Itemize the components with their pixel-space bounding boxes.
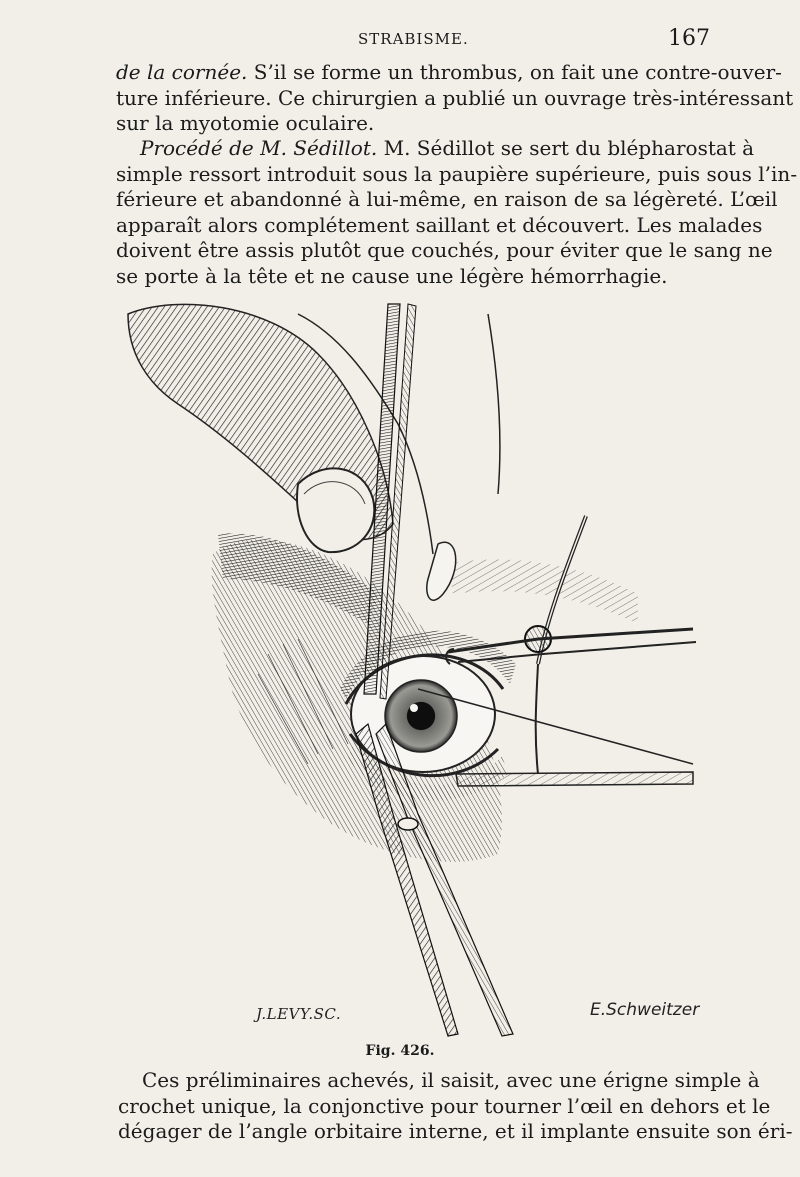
paragraph-1-line-1-text: S’il se forme un thrombus, on fait une contre-ouver- [253,60,782,84]
engraving-figure [118,294,702,1038]
paragraph-2-line-1 [116,136,755,162]
eye-surgery-engraving [118,294,702,1038]
paragraph-2-line-4: apparaît alors complétement saillant et découvert. Les malades [116,212,763,237]
paragraph-2-line-6: se porte à la tête et ne cause une légère hémorrhagie. [116,263,668,288]
paragraph-2-line-3: férieure et abandonné à lui-même, en raison de sa légèreté. L’œil [116,187,778,211]
paragraph-1-line-1 [116,60,782,86]
page-number: 167 [668,26,710,51]
paragraph-3 [118,1068,793,1145]
paragraph-1 [116,60,794,137]
figure-caption: Fig. 426. [365,1043,435,1059]
running-title: STRABISME. [358,30,469,48]
paragraph-3-line-3: dégager de l’angle orbitaire interne, et il implante ensuite son éri- [118,1119,793,1143]
artist-signature: E.Schweitzer [590,1000,700,1020]
running-head [0,28,800,52]
paragraph-2-line-2: simple ressort introduit sous la paupière supérieure, puis sous l’in- [116,161,798,186]
paragraph-3-line-1: Ces préliminaires achevés, il saisit, avec une érigne simple à [142,1068,760,1092]
paragraph-2-line-1-text: M. Sédillot se sert du blépharostat à [383,136,755,160]
paragraph-1-line-2: ture inférieure. Ce chirurgien a publié un ouvrage très-intéressant [116,85,794,110]
paragraph-1-line-3: sur la myotomie oculaire. [116,111,375,135]
paragraph-3-line-2: crochet unique, la conjonctive pour tourner l’œil en dehors et le [118,1093,771,1118]
paragraph-2 [116,136,798,289]
paragraph-2-italic-heading: Procédé de M. Sédillot. [140,136,378,160]
paragraph-2-line-5: doivent être assis plutôt que couchés, pour éviter que le sang ne [116,238,773,262]
engraver-signature: J.LEVY.SC. [256,1005,342,1023]
paragraph-1-italic-lead: de la cornée. [116,60,248,84]
